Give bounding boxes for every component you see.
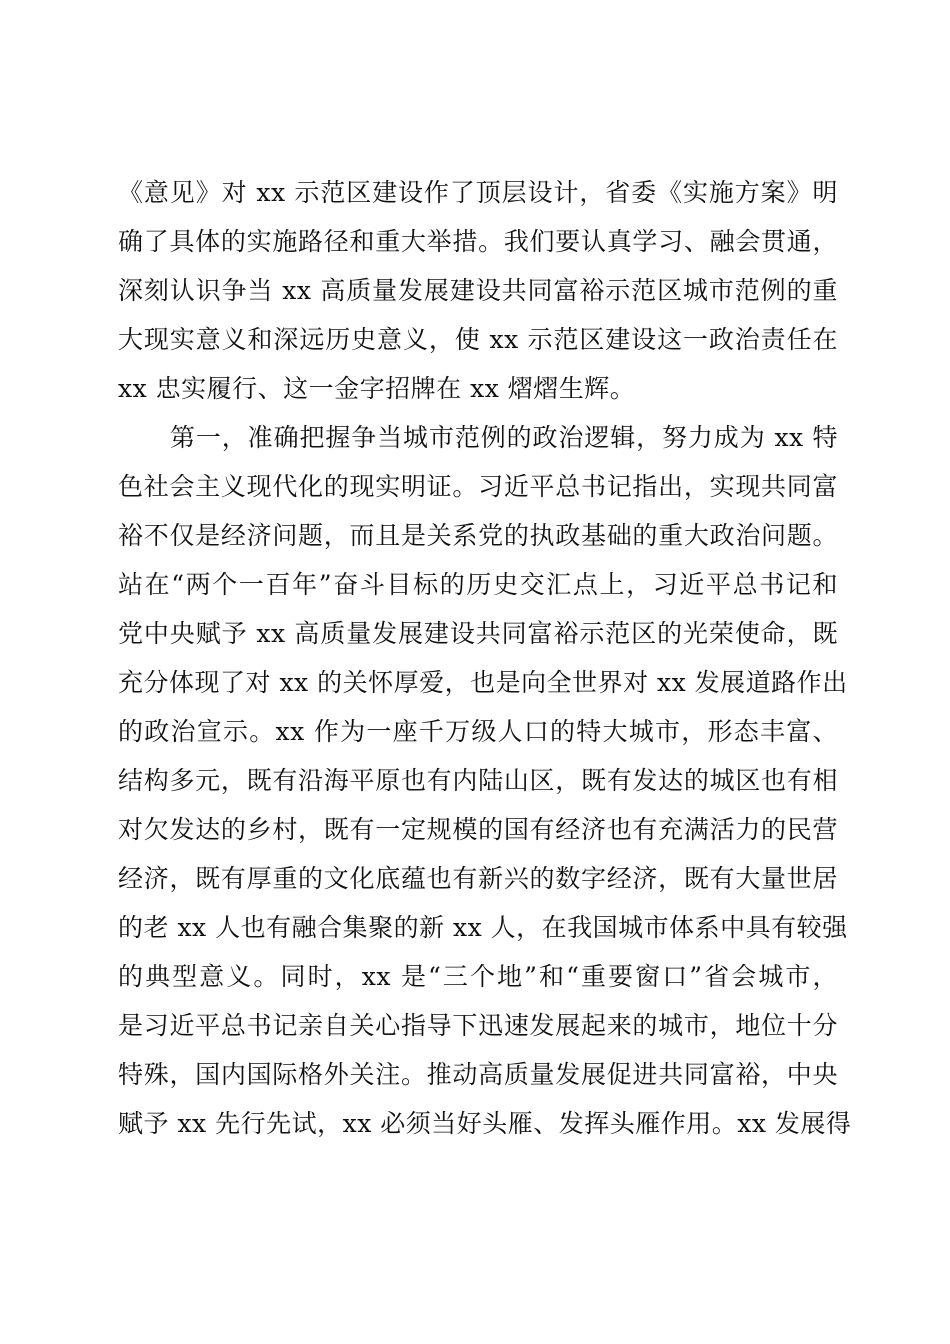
paragraph-line: 的老 xx 人也有融合集聚的新 xx 人，在我国城市体系中具有较强: [118, 913, 848, 942]
paragraph-line: 的政治宣示。xx 作为一座千万级人口的特大城市，形态丰富、: [118, 717, 838, 746]
paragraph-line: 特殊，国内国际格外关注。推动高质量发展促进共同富裕，中央: [118, 1060, 838, 1089]
paragraph-line: 《意见》对 xx 示范区建设作了顶层设计，省委《实施方案》明: [118, 178, 838, 207]
paragraph-line: 经济，既有厚重的文化底蕴也有新兴的数字经济，既有大量世居: [118, 864, 838, 893]
paragraph-line: 结构多元，既有沿海平原也有内陆山区，既有发达的城区也有相: [118, 766, 838, 795]
paragraph-line: 深刻认识争当 xx 高质量发展建设共同富裕示范区城市范例的重: [118, 276, 838, 305]
paragraph-line: 赋予 xx 先行先试，xx 必须当好头雁、发挥头雁作用。xx 发展得: [118, 1109, 852, 1138]
paragraph-line: 第一，准确把握争当城市范例的政治逻辑，努力成为 xx 特: [170, 423, 838, 452]
paragraph-line: 对欠发达的乡村，既有一定规模的国有经济也有充满活力的民营: [118, 815, 838, 844]
paragraph-line: 的典型意义。同时，xx 是“三个地”和“重要窗口”省会城市，: [118, 962, 838, 991]
paragraph-line: xx 忠实履行、这一金字招牌在 xx 熠熠生辉。: [118, 374, 636, 403]
paragraph-line: 色社会主义现代化的现实明证。习近平总书记指出，实现共同富: [118, 472, 838, 501]
paragraph-line: 充分体现了对 xx 的关怀厚爱，也是向全世界对 xx 发展道路作出: [118, 668, 848, 697]
paragraph-line: 站在“两个一百年”奋斗目标的历史交汇点上，习近平总书记和: [118, 570, 838, 599]
paragraph-2: [118, 413, 852, 1148]
paragraph-line: 党中央赋予 xx 高质量发展建设共同富裕示范区的光荣使命，既: [118, 619, 838, 648]
paragraph-line: 大现实意义和深远历史意义，使 xx 示范区建设这一政治责任在: [118, 325, 838, 354]
paragraph-1: [118, 168, 838, 413]
paragraph-line: 裕不仅是经济问题，而且是关系党的执政基础的重大政治问题。: [118, 521, 838, 550]
paragraph-line: 确了具体的实施路径和重大举措。我们要认真学习、融会贯通，: [118, 227, 838, 256]
document-body: [118, 168, 852, 1148]
paragraph-line: 是习近平总书记亲自关心指导下迅速发展起来的城市，地位十分: [118, 1011, 838, 1040]
